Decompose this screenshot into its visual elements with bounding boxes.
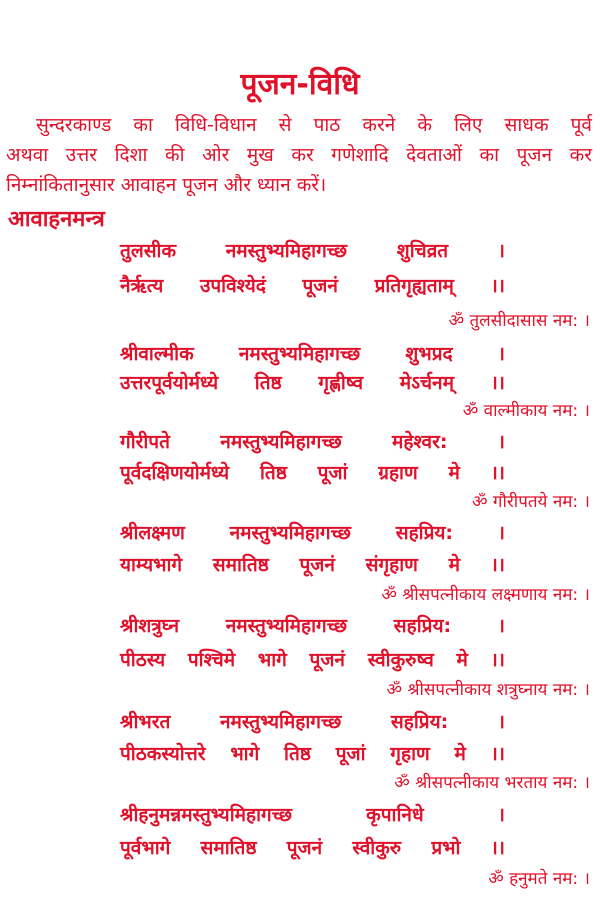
salutation: ॐ गौरीपतये नम: । bbox=[471, 492, 590, 512]
salutation: ॐ श्रीसपत्नीकाय लक्ष्मणाय नम: । bbox=[381, 585, 590, 605]
section-heading: आवाहनमन्त्र bbox=[8, 207, 105, 232]
mantra-line: श्रीशत्रुघ्न नमस्तुभ्यमिहागच्छ सहप्रिय: । bbox=[120, 615, 505, 637]
mantra-line: श्रीलक्ष्मण नमस्तुभ्यमिहागच्छ सहप्रिय: । bbox=[120, 522, 505, 544]
intro-line: निम्नांकितानुसार आवाहन पूजन और ध्यान करें। bbox=[6, 174, 327, 196]
mantra-line: उत्तरपूर्वयोर्मध्ये तिष्ठ गृह्णीष्व मेऽर्चनम् ।। bbox=[120, 372, 505, 394]
intro-line: सुन्दरकाण्ड का विधि-विधान से पाठ करने के लिए साधक पूर्व bbox=[36, 114, 592, 136]
mantra-line: गौरीपते नमस्तुभ्यमिहागच्छ महेश्वर: । bbox=[120, 431, 505, 453]
salutation: ॐ श्रीसपत्नीकाय शत्रुघ्नाय नम: । bbox=[386, 680, 590, 700]
intro-line: अथवा उत्तर दिशा की ओर मुख कर गणेशादि देवताओं का पूजन कर bbox=[6, 144, 592, 166]
page-title: पूजन-विधि bbox=[240, 67, 360, 102]
mantra-line: नैर्ऋत्य उपविश्येदं पूजनं प्रतिगृह्यताम् ।। bbox=[120, 275, 505, 297]
mantra-line: पूर्वदक्षिणयोर्मध्ये तिष्ठ पूजां ग्रहाण मे ।। bbox=[120, 462, 505, 484]
salutation: ॐ वाल्मीकाय नम: । bbox=[462, 401, 590, 421]
salutation: ॐ हनुमते नम: । bbox=[488, 869, 590, 889]
mantra-line: याम्यभागे समातिष्ठ पूजनं संगृहाण मे ।। bbox=[120, 554, 505, 576]
mantra-line: तुलसीक नमस्तुभ्यमिहागच्छ शुचिव्रत । bbox=[120, 240, 505, 262]
mantra-line: श्रीभरत नमस्तुभ्यमिहागच्छ सहप्रिय: । bbox=[120, 711, 505, 733]
mantra-line: श्रीवाल्मीक नमस्तुभ्यमिहागच्छ शुभप्रद । bbox=[120, 343, 505, 365]
salutation: ॐ श्रीसपत्नीकाय भरताय नम: । bbox=[394, 773, 590, 793]
mantra-line: पीठकस्योत्तरे भागे तिष्ठ पूजां गृहाण मे ।। bbox=[120, 743, 505, 765]
mantra-line: पीठस्य पश्चिमे भागे पूजनं स्वीकुरुष्व मे ।। bbox=[120, 649, 505, 671]
intro-paragraph bbox=[6, 110, 592, 200]
mantra-line: पूर्वभागे समातिष्ठ पूजनं स्वीकुरु प्रभो ।। bbox=[120, 837, 505, 859]
salutation: ॐ तुलसीदासास नम: । bbox=[448, 311, 590, 331]
mantra-line: श्रीहनुमन्नमस्तुभ्यमिहागच्छ कृपानिधे । bbox=[120, 804, 505, 826]
